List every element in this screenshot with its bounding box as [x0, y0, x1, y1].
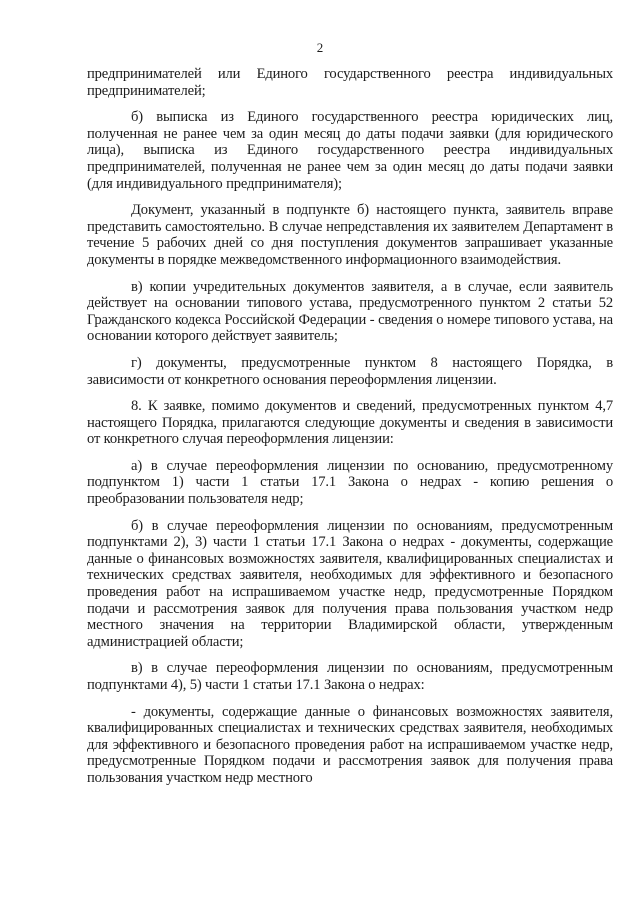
page-number: 2	[316, 40, 324, 55]
paragraph-8-item-v-dash: - документы, содержащие данные о финансовых возможностях заявителя, квалифицированных специалистах и технических средствах заявителя, необходимых для эффективного и безопасного проведения работ на испрашиваемом участке недр, предусмотренные Порядком подачи и рассмотрения заявок для получения права пользования участком недр местного	[87, 703, 613, 786]
paragraph-item-v: в) копии учредительных документов заявителя, а в случае, если заявитель действует на основании типового устава, предусмотренного пунктом 2 статьи 52 Гражданского кодекса Российской Федерации - сведения о номере типового устава, на основании которого действует заявитель;	[87, 278, 613, 345]
paragraph-item-g: г) документы, предусмотренные пунктом 8 настоящего Порядка, в зависимости от конкретного основания переоформления лицензии.	[87, 354, 613, 388]
paragraph-8-item-v: в) в случае переоформления лицензии по основаниям, предусмотренным подпунктами 4), 5) части 1 статьи 17.1 Закона о недрах:	[87, 660, 613, 693]
paragraph-section-8: 8. К заявке, помимо документов и сведений, предусмотренных пунктом 4,7 настоящего Порядка, прилагаются следующие документы и сведения в зависимости от конкретного случая переоформления лицензии:	[87, 398, 613, 448]
paragraph-item-b: б) выписка из Единого государственного реестра юридических лиц, полученная не ранее чем за один месяц до даты подачи заявки (для юридического лица), выписка из Единого государственного реестра индивидуальных предпринимателей, полученная не ранее чем за один месяц до даты подачи заявки (для индивидуального предпринимателя);	[87, 109, 613, 192]
paragraph-8-item-a: а) в случае переоформления лицензии по основанию, предусмотренному подпунктом 1) части 1 статьи 17.1 Закона о недрах - копию решения о преобразовании пользователя недр;	[87, 457, 613, 508]
paragraph-document-note: Документ, указанный в подпункте б) настоящего пункта, заявитель вправе представить самостоятельно. В случае непредставления их заявителем Департамент в течение 5 рабочих дней со дня поступления документов запрашивает указанные документы в порядке межведомственного информационного взаимодействия.	[87, 202, 613, 268]
paragraph-continuation: предпринимателей или Единого государственного реестра индивидуальных предпринимателей;	[87, 66, 613, 99]
document-body	[87, 66, 613, 797]
paragraph-8-item-b: б) в случае переоформления лицензии по основаниям, предусмотренным подпунктами 2), 3) части 1 статьи 17.1 Закона о недрах - документы, содержащие данные о финансовых возможностях заявителя, квалифицированных специалистах и технических средствах заявителя, необходимых для эффективного и безопасного проведения работ на испрашиваемом участке недр, предусмотренные Порядком подачи и рассмотрения заявок для получения права пользования участком недр местного значения на территории Владимирской области, утвержденным администрацией области;	[87, 517, 613, 650]
